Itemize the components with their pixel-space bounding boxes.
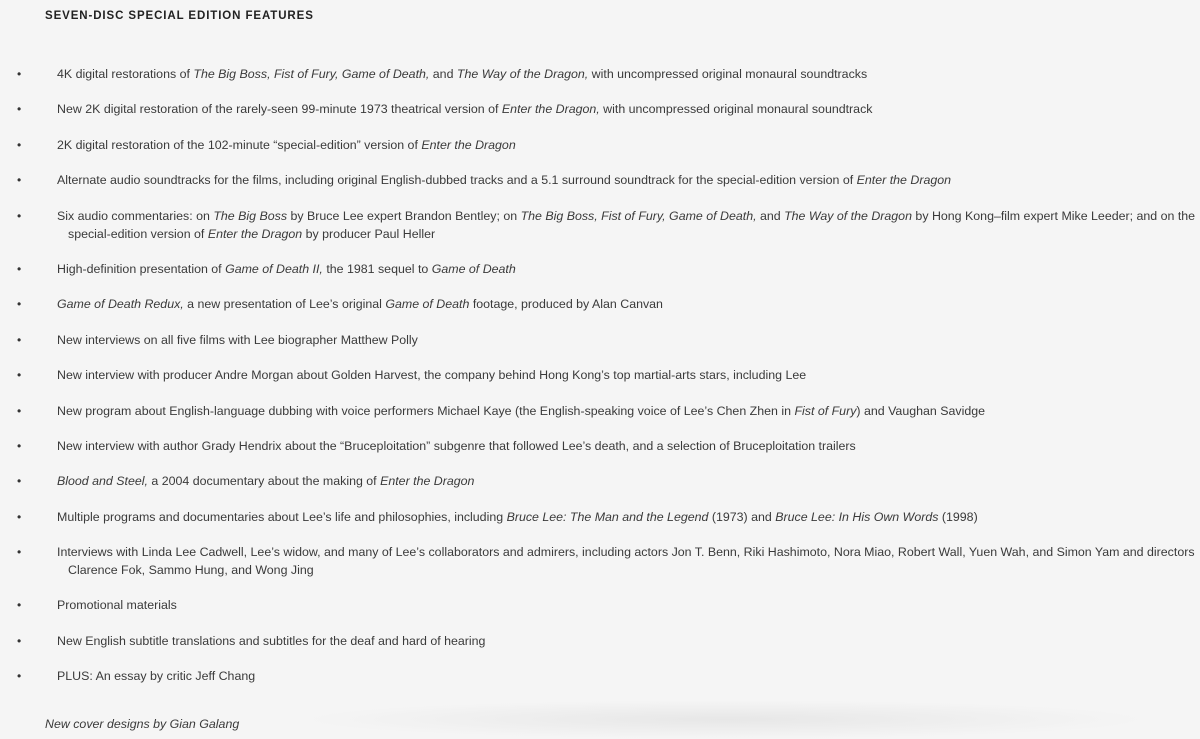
feature-text: a 2004 documentary about the making of — [147, 474, 381, 489]
bullet-icon: • — [17, 545, 22, 560]
bullet-icon: • — [17, 633, 22, 648]
feature-text: footage, produced by Alan Canvan — [469, 297, 663, 312]
feature-text: PLUS: An essay by critic Jeff Chang — [57, 669, 256, 684]
bottom-fade-decoration — [300, 700, 1150, 739]
feature-text: Interviews with Linda Lee Cadwell, Lee’s widow, and many of Lee’s collaborators and admirers, including actors Jon T. Benn, Riki Hashimoto, Nora Miao, Robert Wall, Yuen Wah, and Simon Yam and directors Clarence Fok, Sammo Hung, and Wong Jing — [57, 545, 1195, 578]
feature-title-text: Enter the Dragon — [207, 226, 303, 241]
feature-text: Alternate audio soundtracks for the films, including original English-dubbed tracks and a 5.1 surround soundtrack for the special-edition version of — [57, 173, 857, 188]
feature-item — [0, 207, 1200, 243]
cover-credit: New cover designs by Gian Galang — [45, 717, 240, 731]
feature-title-text: Game of Death — [385, 297, 470, 312]
section-title: SEVEN-DISC SPECIAL EDITION FEATURES — [45, 10, 314, 22]
feature-title-text: Game of Death Redux, — [57, 297, 184, 312]
feature-item — [0, 171, 1200, 189]
bullet-icon: • — [17, 438, 22, 453]
bullet-icon: • — [17, 102, 22, 117]
feature-text: Six audio commentaries: on — [57, 208, 214, 223]
feature-text: New interviews on all five films with Lee biographer Matthew Polly — [57, 332, 418, 347]
feature-title-text: Bruce Lee: The Man and the Legend — [506, 509, 709, 524]
features-list — [0, 65, 1200, 703]
feature-item — [0, 402, 1200, 420]
feature-text: and — [756, 208, 785, 223]
feature-item — [0, 260, 1200, 278]
feature-title-text: The Big Boss — [213, 208, 288, 223]
feature-title-text: Enter the Dragon — [380, 474, 475, 489]
feature-text: Promotional materials — [57, 598, 177, 613]
feature-text: New interview with producer Andre Morgan about Golden Harvest, the company behind Hong Kong’s top martial-arts stars, including Lee — [57, 368, 807, 383]
feature-item — [0, 632, 1200, 650]
feature-title-text: Blood and Steel, — [57, 474, 148, 489]
feature-text: 4K digital restorations of — [57, 67, 194, 81]
feature-item — [0, 667, 1200, 685]
bullet-icon: • — [17, 67, 22, 81]
bullet-icon: • — [17, 509, 22, 524]
feature-text: by Hong Kong–film expert Mike Leeder; and on the special-edition version of — [68, 208, 1196, 241]
feature-item — [0, 543, 1200, 579]
feature-text: by Bruce Lee expert Brandon Bentley; on — [287, 208, 521, 223]
bullet-icon: • — [17, 261, 22, 276]
feature-title-text: The Big Boss, Fist of Fury, Game of Death, — [193, 67, 430, 81]
feature-text: New English subtitle translations and subtitles for the deaf and hard of hearing — [57, 633, 486, 648]
feature-item — [0, 366, 1200, 384]
feature-text: by producer Paul Heller — [302, 226, 436, 241]
feature-item — [0, 331, 1200, 349]
bullet-icon: • — [17, 368, 22, 383]
feature-text: a new presentation of Lee’s original — [183, 297, 386, 312]
feature-title-text: Enter the Dragon — [856, 173, 952, 188]
feature-text: with uncompressed original monaural soundtrack — [599, 102, 873, 117]
feature-text: 2K digital restoration of the 102-minute “special-edition” version of — [57, 137, 422, 152]
bullet-icon: • — [17, 297, 22, 312]
feature-item — [0, 437, 1200, 455]
feature-title-text: Fist of Fury — [794, 403, 857, 418]
feature-text: Multiple programs and documentaries about Lee’s life and philosophies, including — [57, 509, 507, 524]
bullet-icon: • — [17, 173, 22, 188]
feature-text: ) and Vaughan Savidge — [856, 403, 986, 418]
feature-item — [0, 472, 1200, 490]
feature-item — [0, 65, 1200, 83]
feature-title-text: The Way of the Dragon, — [456, 67, 589, 81]
feature-title-text: The Big Boss, Fist of Fury, Game of Death, — [520, 208, 757, 223]
feature-item — [0, 136, 1200, 154]
feature-text: New 2K digital restoration of the rarely-seen 99-minute 1973 theatrical version of — [57, 102, 502, 117]
bullet-icon: • — [17, 403, 22, 418]
bullet-icon: • — [17, 669, 22, 684]
feature-text: (1973) and — [708, 509, 776, 524]
feature-item — [0, 100, 1200, 118]
feature-title-text: The Way of the Dragon — [784, 208, 912, 223]
feature-title-text: Game of Death II, — [225, 261, 323, 276]
feature-text: New program about English-language dubbing with voice performers Michael Kaye (the English-speaking voice of Lee’s Chen Zhen in — [57, 403, 795, 418]
feature-item — [0, 295, 1200, 313]
bullet-icon: • — [17, 332, 22, 347]
feature-title-text: Enter the Dragon — [421, 137, 516, 152]
bullet-icon: • — [17, 474, 22, 489]
feature-text: with uncompressed original monaural soundtracks — [588, 67, 868, 81]
bullet-icon: • — [17, 137, 22, 152]
feature-item — [0, 508, 1200, 526]
feature-text: New interview with author Grady Hendrix about the “Bruceploitation” subgenre that followed Lee’s death, and a selection of Bruceploitation trailers — [57, 438, 856, 453]
feature-item — [0, 596, 1200, 614]
feature-text: and — [429, 67, 457, 81]
bullet-icon: • — [17, 208, 22, 223]
feature-text: High-definition presentation of — [57, 261, 226, 276]
feature-title-text: Game of Death — [431, 261, 516, 276]
feature-title-text: Bruce Lee: In His Own Words — [775, 509, 939, 524]
bullet-icon: • — [17, 598, 22, 613]
feature-title-text: Enter the Dragon, — [501, 102, 600, 117]
feature-text: the 1981 sequel to — [322, 261, 432, 276]
feature-text: (1998) — [938, 509, 978, 524]
